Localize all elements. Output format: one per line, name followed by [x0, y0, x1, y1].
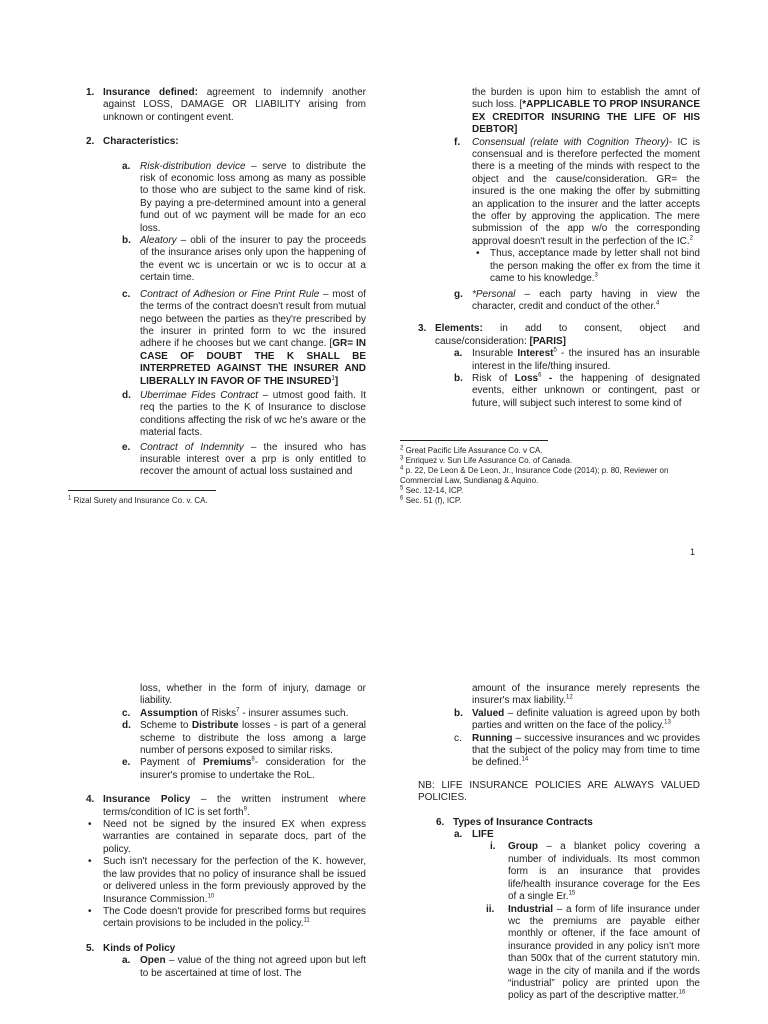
policy-bullet-2: • Such isn't necessary for the perfection of the K. however, the law provides that no policy of insurance shall be issued or delivered unless in the form previously approved by the Insurance Commission.$^{10}$ — [88, 856, 366, 905]
right-footnotes — [400, 446, 700, 506]
element-b-continued: loss, whether in the form of injury, damage or liability. — [140, 683, 366, 707]
characteristic-b-title: Aleatory — [140, 235, 177, 247]
characteristic-g: g. *Personal – each party having in view the character, credit and conduct of the other.$^4$ — [454, 288, 700, 312]
section-5-number: 5. — [86, 942, 95, 954]
kind-a: a. Open – value of the thing not agreed upon but left to be ascertained at time of lost. The — [122, 955, 366, 979]
section-4-number: 4. — [86, 794, 95, 806]
characteristic-f-title: Consensual (relate with Cognition Theory) — [472, 136, 669, 148]
section-2 — [86, 136, 366, 148]
characteristic-d-title: Uberrimae Fides Contract — [140, 389, 259, 401]
kind-c: c. Running – successive insurances and wc provides that the subject of the policy may from time to time be defined.$^{14}$ — [454, 732, 700, 769]
characteristic-c-title: Contract of Adhesion or Fine Print Rule — [140, 288, 320, 300]
page2-left-column — [86, 683, 366, 980]
characteristic-f: f. Consensual (relate with Cognition Theory)- IC is consensual and is therefore perfected the moment there is a meeting of the minds with respect to the object and the cause/consideration. GR= the insured is the one making the offer by submitting an application to the insurer and the latter accepts the offer by approving the application. The mere submission of the app w/o the corresponding approval doesn't result in the perfection of the IC.$^2$ — [454, 136, 700, 247]
element-b: b. Risk of Loss$^6$ - the happening of designated events, either unknown or contingent, past or future, will subject such interest to some kind of — [454, 372, 700, 409]
right-footnote-rule — [400, 440, 548, 441]
section-4: 4. Insurance Policy – the written instrument where terms/condition of IC is set forth$^9$. — [86, 794, 366, 818]
element-e: e. Payment of Premiums$^8$- consideration for the insurer's promise to undertake the RoL. — [122, 757, 366, 781]
type-a: a. LIFE — [454, 829, 494, 841]
element-a: a. Insurable Interest$^5$ - the insured has an insurable interest in the life/thing insured. — [454, 347, 700, 372]
footnote-4: $^4$ p. 22, De Leon & De Leon, Jr., Insurance Code (2014); p. 80, Reviewer on Commercial Law, Sundianag & Aquino. — [400, 465, 669, 485]
section-4-heading: Insurance Policy — [103, 794, 191, 806]
characteristic-a: a. Risk-distribution device – serve to distribute the risk of economic loss among as many as possible to those who are subject to the same kind of risk. By paying a pre-determined amount into a general fund out of wc payment will be made for an eco loss. — [122, 160, 366, 234]
page-number: 1 — [690, 547, 696, 557]
left-footnote: $^1$ Rizal Surety and Insurance Co. v. CA. — [68, 495, 208, 505]
footnote-3: $^3$ Enriquez v. Sun Life Assurance Co. of Canada. — [400, 455, 573, 465]
section-6-number: 6. — [436, 816, 445, 828]
type-ii: ii. Industrial – a form of life insurance under wc the premiums are payable either monthly or oftener, if the face amount of insurance provided in any policy isn't more than 500x that of the current statutory min. wage in the city of manila and if the words “industrial” policy are printed upon the policy as part of the descriptive matter.$^{16}$ — [486, 903, 700, 1002]
element-c: c. Assumption of Risks$^7$ - insurer assumes such. — [122, 707, 349, 719]
kind-a-continued: amount of the insurance merely represents the insurer's max liability.$^{12}$ — [472, 683, 700, 707]
characteristic-e-title: Contract of Indemnity — [140, 441, 244, 453]
characteristic-c: c. Contract of Adhesion or Fine Print Rule – most of the terms of the contract doesn't result from mutual nego between the parties as they're prescribed by the insurer in printed form to wc the insured adhere if he chooses but we cant change. [GR= IN CASE OF DOUBT THE K SHALL BE INTERPRETED AGAINST THE INSURER AND LIBERALLY IN FAVOR OF THE INSURED$^1$] — [122, 288, 367, 387]
characteristic-b: b. Aleatory – obli of the insurer to pay the proceeds of the insurance arises only upon the happening of the event wc is uncertain or wc is to occur at a certain time. — [122, 235, 366, 284]
page1-right-column — [418, 87, 700, 410]
page1-left-column — [86, 87, 366, 479]
characteristic-d: d. Uberrimae Fides Contract – utmost good faith. It req the parties to the K of Insurance to disclose conditions affecting the risk of wc he's aware or the material facts. — [122, 389, 366, 439]
section-6-heading: Types of Insurance Contracts — [453, 816, 593, 828]
section-3-number: 3. — [418, 323, 427, 335]
element-d: d. Scheme to Distribute losses - is part of a general scheme to distribute the loss among a large number of persons exposed to similar risks. — [122, 720, 366, 757]
bullet-icon: • — [88, 819, 92, 831]
section-5-heading: Kinds of Policy — [103, 942, 176, 954]
bullet-icon: • — [88, 905, 92, 917]
section-1-heading: Insurance defined: — [103, 87, 198, 98]
left-footnote-rule — [68, 490, 216, 491]
kind-b: b. Valued – definite valuation is agreed upon by both parties and written on the face of the policy.$^{13}$ — [454, 707, 700, 732]
section-2-number: 2. — [86, 136, 95, 148]
characteristic-f-bullet: • Thus, acceptance made by letter shall not bind the person making the offer ex from the time it came to his knowledge.$^3$ — [476, 248, 700, 285]
section-2-heading: Characteristics: — [103, 136, 179, 148]
section-5 — [86, 943, 366, 955]
bullet-icon: • — [88, 856, 92, 868]
footnote-6: $^6$ Sec. 51 (f), ICP. — [400, 495, 462, 505]
footnote-5: $^5$ Sec. 12-14, ICP. — [400, 485, 464, 495]
characteristic-g-title: *Personal — [472, 288, 516, 300]
policy-bullet-3: • The Code doesn't provide for prescribed forms but requires certain provisions to be included in the policy.$^{11}$ — [88, 905, 366, 930]
section-1-body: agreement to indemnify another against LOSS, DAMAGE OR LIABILITY arising from unknown or contingent event. — [103, 87, 367, 123]
characteristic-e-continued: the burden is upon him to establish the amnt of such loss. [*APPLICABLE TO PROP INSURANCE EX CREDITOR INSURING THE LIFE OF HIS DEBTOR] — [472, 87, 700, 136]
bullet-icon: • — [476, 248, 480, 260]
section-3-heading: Elements: — [435, 323, 483, 335]
section-1 — [86, 87, 366, 124]
page2-right-column — [418, 683, 700, 1003]
section-6 — [418, 817, 700, 829]
type-i: i. Group – a blanket policy covering a number of individuals. Its most common form is an insurance that provides life/health insurance coverage for the Ees of a single Er.$^{15}$ — [490, 841, 700, 903]
nb-note: NB: LIFE INSURANCE POLICIES ARE ALWAYS VALUED POLICIES. — [418, 779, 700, 804]
section-1-number: 1. — [86, 87, 95, 98]
section-3: 3. Elements: in add to consent, object and cause/consideration: [PARIS] — [418, 323, 700, 347]
characteristic-a-title: Risk-distribution device — [140, 160, 246, 172]
characteristic-e: e. Contract of Indemnity – the insured who has insurable interest over a prp is only entitled to recover the amount of actual loss sustained and — [122, 441, 367, 478]
footnote-2: $^2$ Great Pacific Life Assurance Co. v CA. — [400, 445, 543, 455]
policy-bullet-1: • Need not be signed by the insured EX when express warranties are contained in separate docs, part of the policy. — [88, 819, 366, 855]
